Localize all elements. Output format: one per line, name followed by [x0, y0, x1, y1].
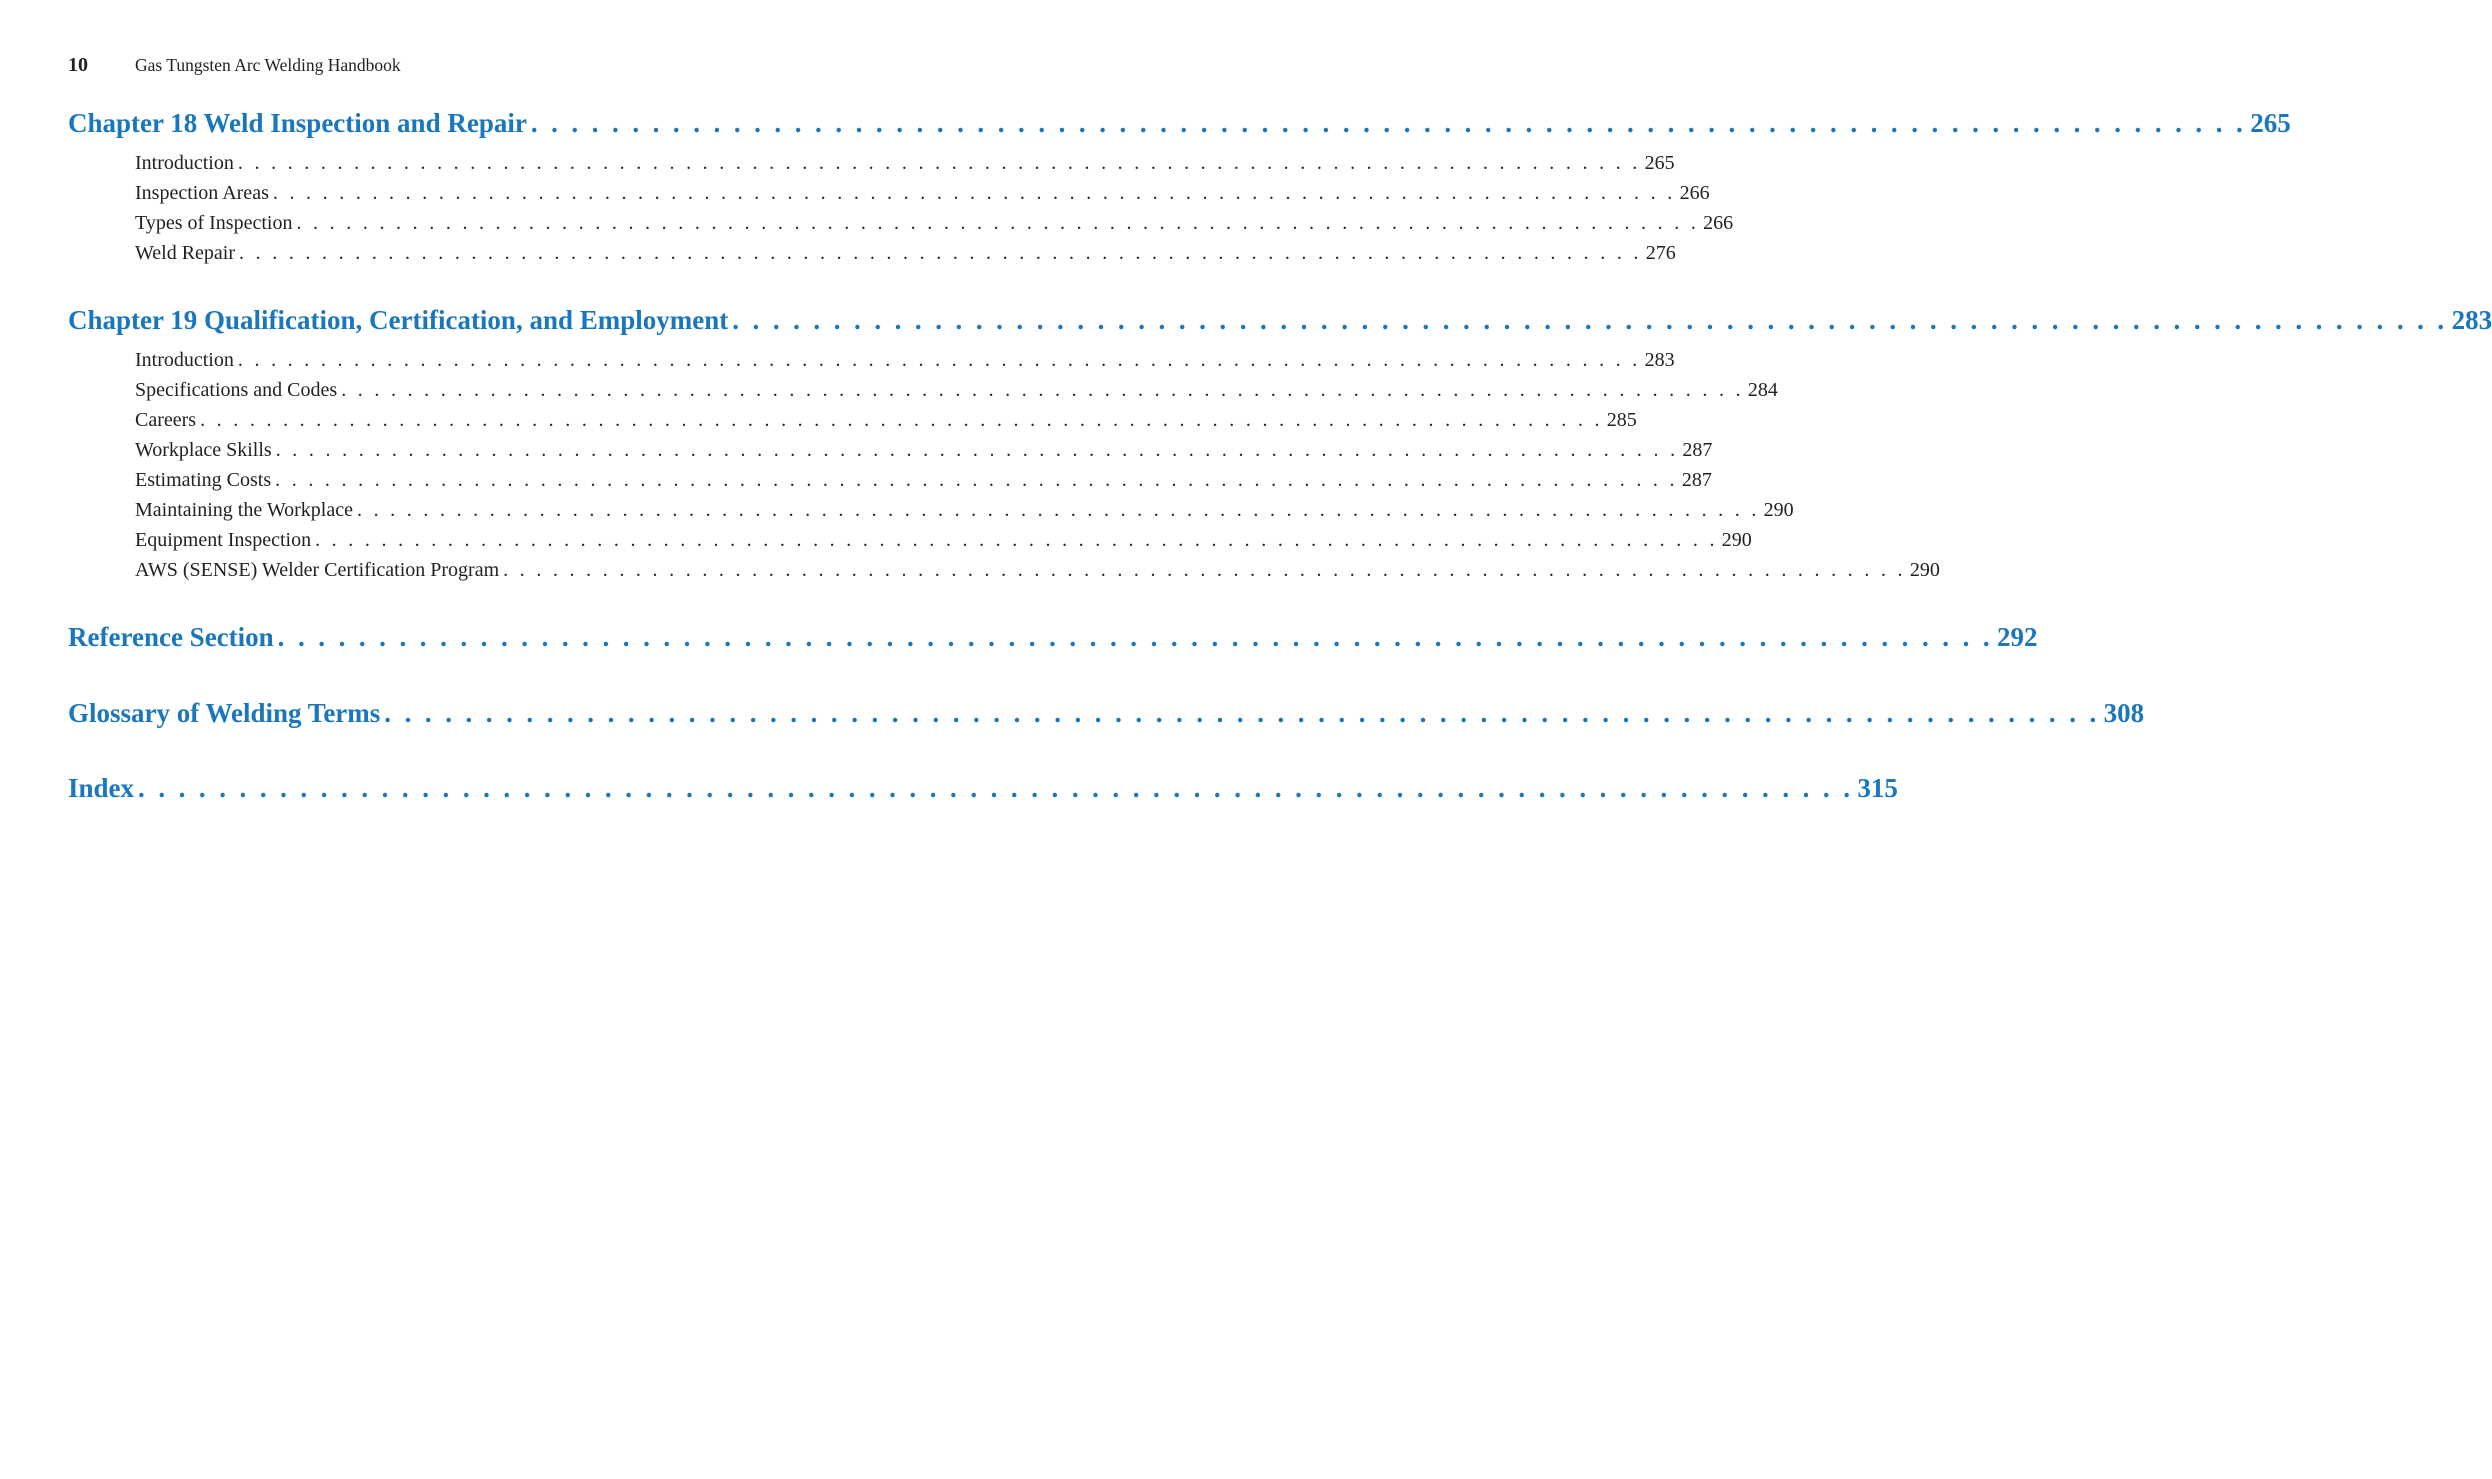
toc-entry[interactable] [135, 439, 1713, 462]
entry-page: 290 [1909, 559, 1940, 581]
entry-page: 283 [1644, 349, 1675, 371]
chapter-title: Chapter 19 Qualification, Certification, and Employment [68, 305, 729, 335]
dot-leader: . . . . . . . . . . . . . . . . . . . . . . . . . . . . . . . . . . . . . . . . . . . . . . . . . . . . . . . . . . . . . . . . . . . . . . . . . . . . . . . . . . . . . [272, 182, 1676, 204]
chapter-page: 283 [2451, 305, 2492, 335]
entry-title: Inspection Areas [135, 182, 269, 204]
dot-leader: . . . . . . . . . . . . . . . . . . . . . . . . . . . . . . . . . . . . . . . . . . . . . . . . . . . . . . . . . . . . . . . . . . . . . . . . . . . . . . . . . . . . . [530, 108, 2247, 138]
section-title: Reference Section [68, 622, 274, 652]
entry-title: Specifications and Codes [135, 379, 338, 401]
dot-leader: . . . . . . . . . . . . . . . . . . . . . . . . . . . . . . . . . . . . . . . . . . . . . . . . . . . . . . . . . . . . . . . . . . . . . . . . . . . . . . . . . . . . . [275, 439, 1679, 461]
entry-title: Maintaining the Workplace [135, 499, 353, 521]
toc-entry[interactable] [135, 349, 1675, 372]
entry-title: Weld Repair [135, 242, 236, 264]
entry-title: Equipment Inspection [135, 529, 312, 551]
entry-page: 290 [1721, 529, 1752, 551]
dot-leader: . . . . . . . . . . . . . . . . . . . . . . . . . . . . . . . . . . . . . . . . . . . . . . . . . . . . . . . . . . . . . . . . . . . . . . . . . . . . . . . . . . . . . [296, 212, 1700, 234]
section-page: 315 [1857, 773, 1898, 803]
toc-entry[interactable] [135, 212, 1734, 235]
dot-leader: . . . . . . . . . . . . . . . . . . . . . . . . . . . . . . . . . . . . . . . . . . . . . . . . . . . . . . . . . . . . . . . . . . . . . . . . . . . . . . . . . . . . . [341, 379, 1744, 401]
entry-page: 265 [1644, 152, 1675, 174]
dot-leader: . . . . . . . . . . . . . . . . . . . . . . . . . . . . . . . . . . . . . . . . . . . . . . . . . . . . . . . . . . . . . . . . . . . . . . . . . . . . . . . . . . . . . [138, 773, 1854, 803]
toc-chapter-18[interactable] [68, 108, 2291, 139]
dot-leader: . . . . . . . . . . . . . . . . . . . . . . . . . . . . . . . . . . . . . . . . . . . . . . . . . . . . . . . . . . . . . . . . . . . . . . . . . . . . . . . . . . . . . [384, 698, 2100, 728]
entry-page: 266 [1679, 182, 1710, 204]
chapter-title: Chapter 18 Weld Inspection and Repair [68, 108, 527, 138]
entry-page: 276 [1645, 242, 1676, 264]
page-number: 10 [68, 54, 88, 76]
entry-title: Estimating Costs [135, 469, 272, 491]
toc-reference-section[interactable] [68, 622, 2038, 653]
dot-leader: . . . . . . . . . . . . . . . . . . . . . . . . . . . . . . . . . . . . . . . . . . . . . . . . . . . . . . . . . . . . . . . . . . . . . . . . . . . . . . . . . . . . . [237, 349, 1641, 371]
section-title: Index [68, 773, 135, 803]
dot-leader: . . . . . . . . . . . . . . . . . . . . . . . . . . . . . . . . . . . . . . . . . . . . . . . . . . . . . . . . . . . . . . . . . . . . . . . . . . . . . . . . . . . . . [275, 469, 1678, 491]
toc-entry[interactable] [135, 469, 1712, 492]
entry-page: 287 [1682, 439, 1713, 461]
dot-leader: . . . . . . . . . . . . . . . . . . . . . . . . . . . . . . . . . . . . . . . . . . . . . . . . . . . . . . . . . . . . . . . . . . . . . . . . . . . . . . . . . . . . . [239, 242, 1642, 264]
entry-page: 287 [1681, 469, 1712, 491]
toc-entry[interactable] [135, 152, 1675, 175]
toc-entry[interactable] [135, 529, 1752, 552]
section-page: 292 [1997, 622, 2038, 652]
entry-title: Introduction [135, 349, 234, 371]
dot-leader: . . . . . . . . . . . . . . . . . . . . . . . . . . . . . . . . . . . . . . . . . . . . . . . . . . . . . . . . . . . . . . . . . . . . . . . . . . . . . . . . . . . . . [277, 622, 1994, 652]
entry-title: Careers [135, 409, 197, 431]
entry-page: 266 [1703, 212, 1734, 234]
section-page: 308 [2103, 698, 2145, 728]
section-title: Glossary of Welding Terms [68, 698, 381, 728]
entry-page: 284 [1747, 379, 1778, 401]
dot-leader: . . . . . . . . . . . . . . . . . . . . . . . . . . . . . . . . . . . . . . . . . . . . . . . . . . . . . . . . . . . . . . . . . . . . . . . . . . . . . . . . . . . . . [237, 152, 1641, 174]
toc-index[interactable] [68, 773, 1898, 804]
dot-leader: . . . . . . . . . . . . . . . . . . . . . . . . . . . . . . . . . . . . . . . . . . . . . . . . . . . . . . . . . . . . . . . . . . . . . . . . . . . . . . . . . . . . . [315, 529, 1718, 551]
dot-leader: . . . . . . . . . . . . . . . . . . . . . . . . . . . . . . . . . . . . . . . . . . . . . . . . . . . . . . . . . . . . . . . . . . . . . . . . . . . . . . . . . . . . . [503, 559, 1906, 581]
toc-entry[interactable] [135, 559, 1940, 582]
entry-page: 285 [1606, 409, 1637, 431]
toc-entry[interactable] [135, 499, 1794, 522]
dot-leader: . . . . . . . . . . . . . . . . . . . . . . . . . . . . . . . . . . . . . . . . . . . . . . . . . . . . . . . . . . . . . . . . . . . . . . . . . . . . . . . . . . . . . [732, 305, 2448, 335]
entry-page: 290 [1763, 499, 1794, 521]
toc-entry[interactable] [135, 242, 1676, 265]
book-title: Gas Tungsten Arc Welding Handbook [135, 55, 401, 75]
toc-entry[interactable] [135, 409, 1637, 432]
entry-title: Workplace Skills [135, 439, 272, 461]
toc-glossary[interactable] [68, 698, 2145, 729]
dot-leader: . . . . . . . . . . . . . . . . . . . . . . . . . . . . . . . . . . . . . . . . . . . . . . . . . . . . . . . . . . . . . . . . . . . . . . . . . . . . . . . . . . . . . [200, 409, 1603, 431]
entry-title: Introduction [135, 152, 234, 174]
toc-entry[interactable] [135, 379, 1778, 402]
chapter-page: 265 [2250, 108, 2291, 138]
entry-title: AWS (SENSE) Welder Certification Program [135, 559, 500, 581]
dot-leader: . . . . . . . . . . . . . . . . . . . . . . . . . . . . . . . . . . . . . . . . . . . . . . . . . . . . . . . . . . . . . . . . . . . . . . . . . . . . . . . . . . . . . [356, 499, 1760, 521]
toc-entry[interactable] [135, 182, 1710, 205]
toc-chapter-19[interactable] [68, 305, 2492, 336]
running-header [68, 54, 401, 77]
entry-title: Types of Inspection [135, 212, 293, 234]
